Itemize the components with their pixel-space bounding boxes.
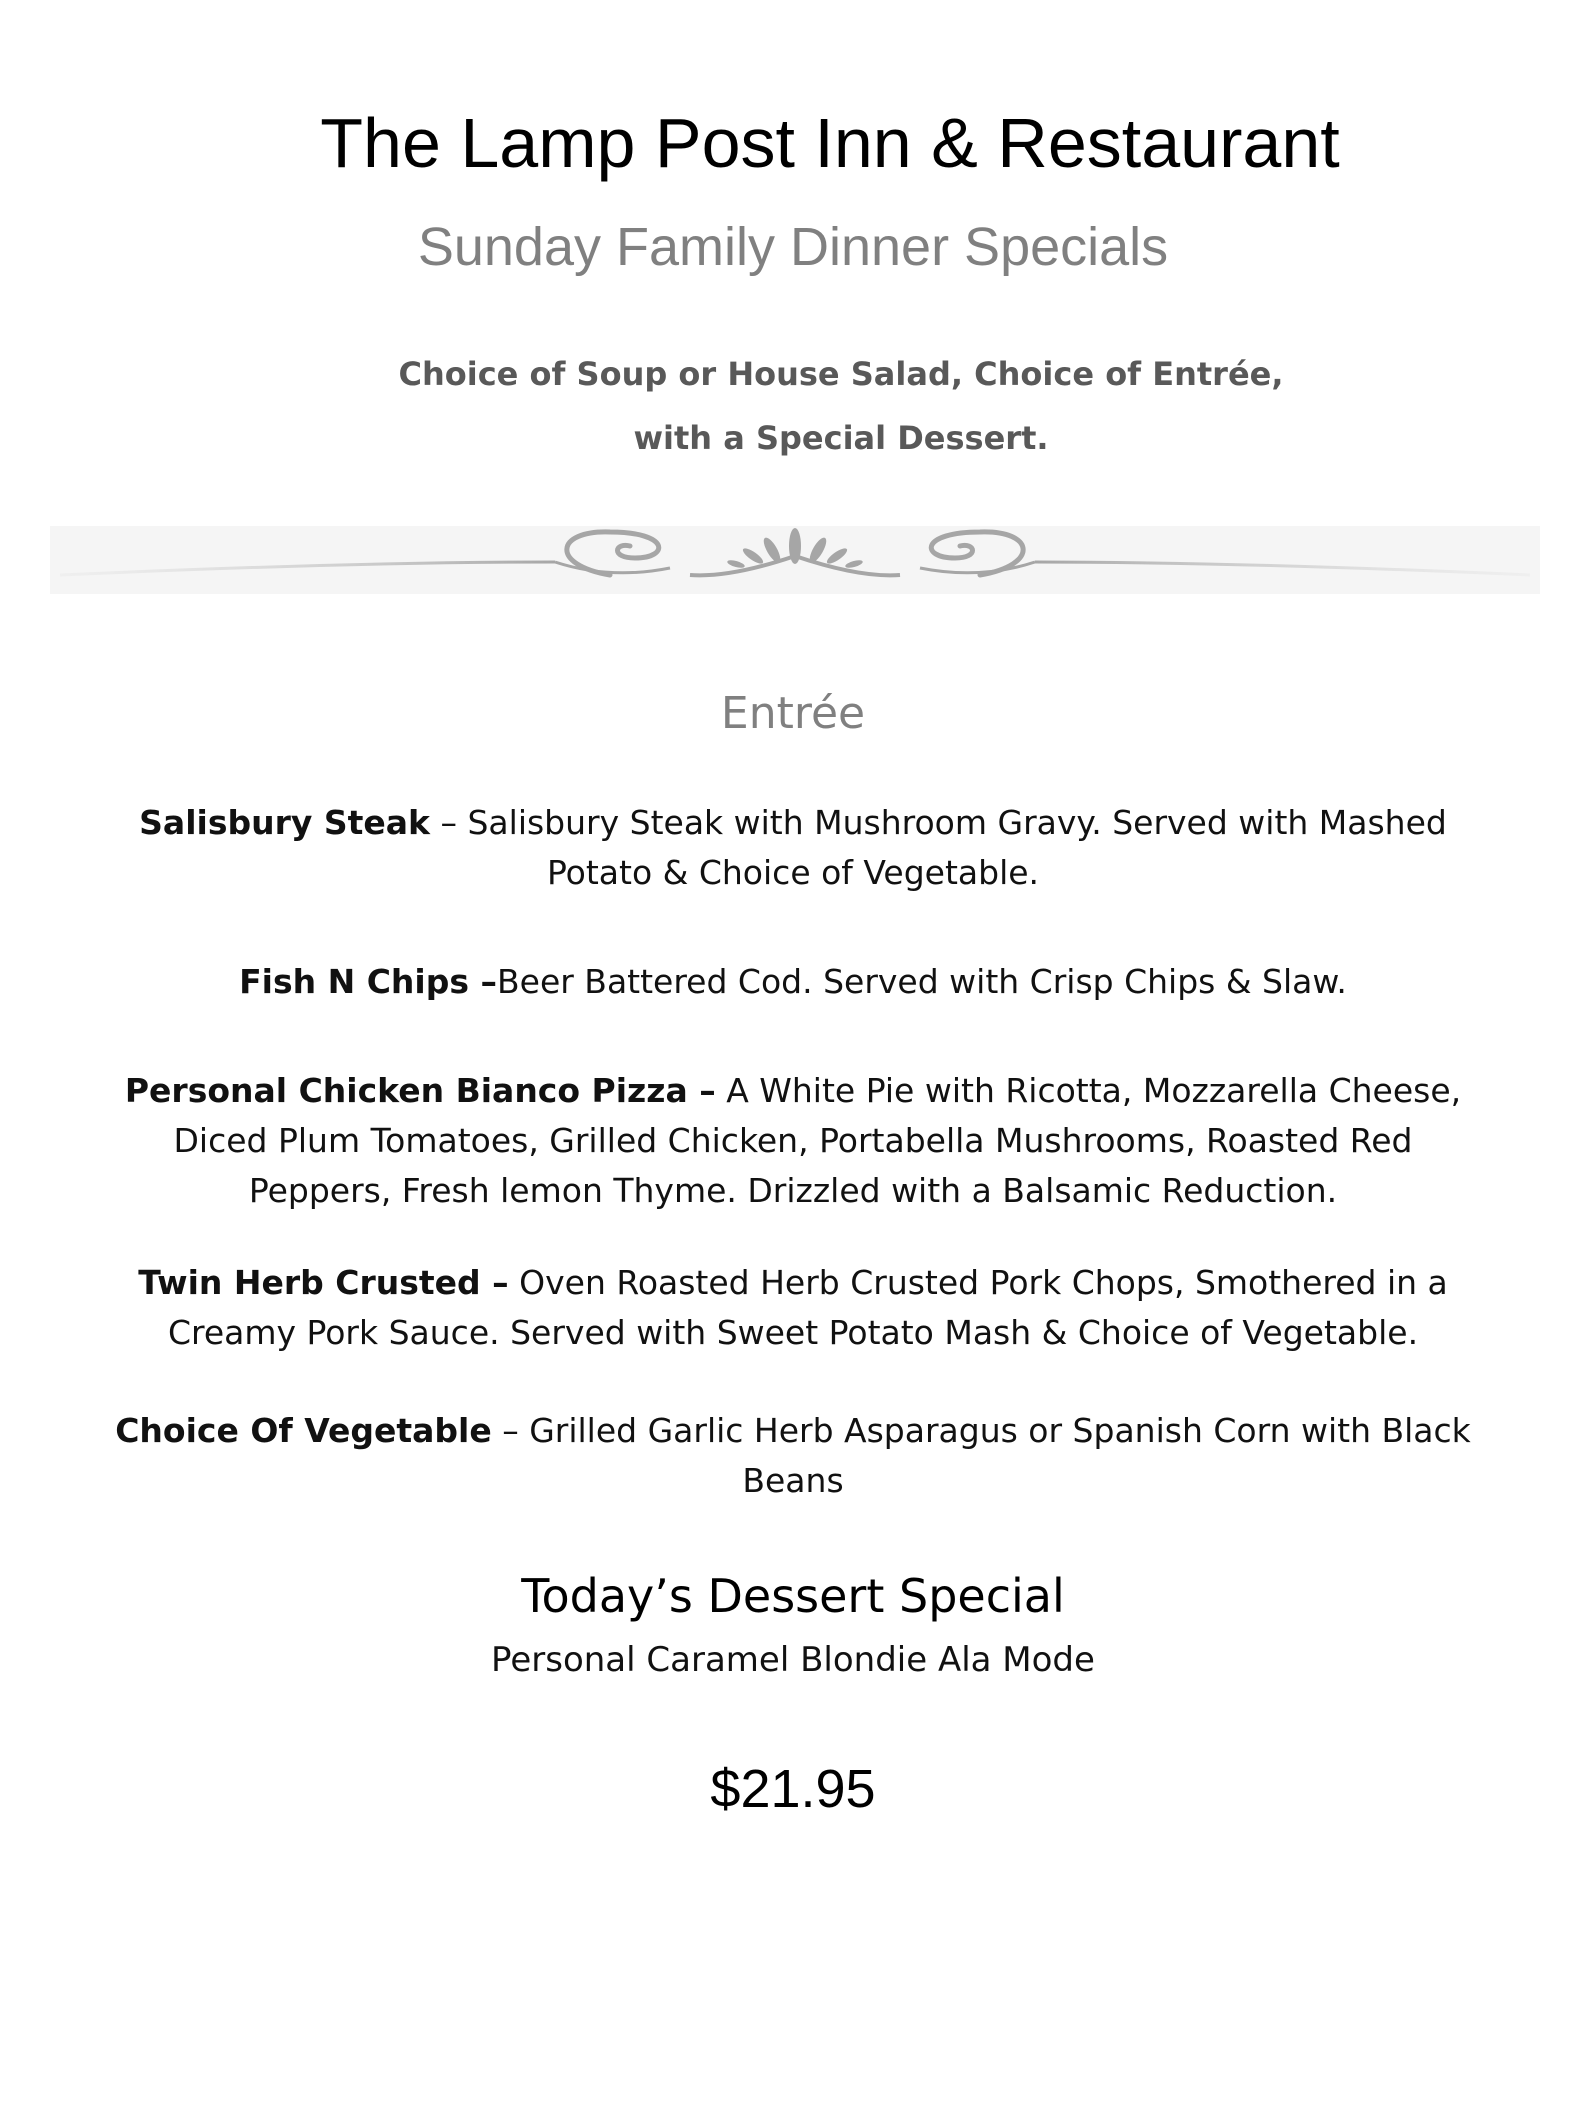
entree-heading: Entrée xyxy=(720,688,866,739)
menu-item-description: Beer Battered Cod. Served with Crisp Chips & Slaw. xyxy=(497,962,1347,1001)
menu-item-chicken-bianco-pizza xyxy=(110,1066,1476,1216)
menu-item-name: Personal Chicken Bianco Pizza – xyxy=(124,1071,716,1110)
dessert-item: Personal Caramel Blondie Ala Mode xyxy=(491,1640,1095,1680)
menu-item-description: A White Pie with Ricotta, Mozzarella Cheese, Diced Plum Tomatoes, Grilled Chicken, Portabella Mushrooms, Roasted Red Peppers, Fresh lemon Thyme. Drizzled with a Balsamic Reduction. xyxy=(173,1071,1462,1210)
menu-item-fish-n-chips xyxy=(110,957,1476,1007)
intro-line-2: with a Special Dessert. xyxy=(633,419,1049,457)
menu-price: $21.95 xyxy=(710,1759,876,1819)
menu-item-choice-of-vegetable xyxy=(110,1406,1476,1506)
menu-item-name: Choice Of Vegetable xyxy=(115,1411,492,1450)
menu-item-name: Salisbury Steak xyxy=(139,803,430,842)
menu-item-separator xyxy=(509,1263,520,1302)
menu-item-description: Grilled Garlic Herb Asparagus or Spanish Corn with Black Beans xyxy=(529,1411,1471,1500)
menu-item-description: Salisbury Steak with Mushroom Gravy. Served with Mashed Potato & Choice of Vegetable. xyxy=(467,803,1447,892)
menu-item-description: Oven Roasted Herb Crusted Pork Chops, Smothered in a Creamy Pork Sauce. Served with Sweet Potato Mash & Choice of Vegetable. xyxy=(167,1263,1448,1352)
dessert-heading: Today’s Dessert Special xyxy=(521,1569,1065,1623)
menu-intro xyxy=(0,342,1586,470)
menu-subtitle: Sunday Family Dinner Specials xyxy=(417,217,1169,277)
ornamental-scroll-divider-icon xyxy=(50,520,1540,600)
intro-line-1: Choice of Soup or House Salad, Choice of Entrée, xyxy=(398,355,1284,393)
menu-item-separator: – xyxy=(491,1411,530,1450)
menu-item-name: Fish N Chips – xyxy=(239,962,497,1001)
menu-item-twin-herb-crusted xyxy=(110,1258,1476,1358)
menu-item-separator xyxy=(716,1071,727,1110)
restaurant-title: The Lamp Post Inn & Restaurant xyxy=(320,104,1340,182)
menu-item-name: Twin Herb Crusted – xyxy=(138,1263,509,1302)
menu-item-salisbury-steak xyxy=(110,798,1476,898)
menu-item-separator: – xyxy=(430,803,468,842)
